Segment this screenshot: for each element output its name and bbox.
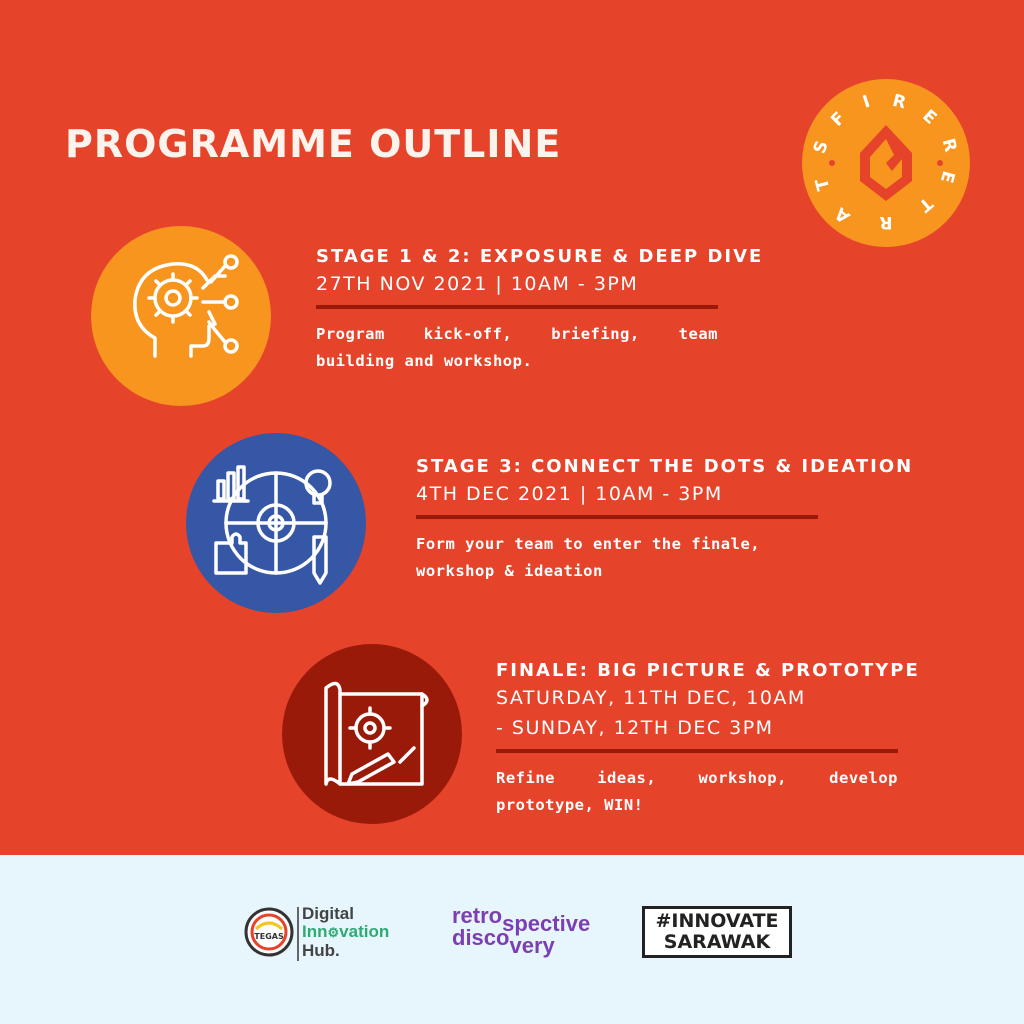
stage-description: Form your team to enter the finale, workshop & ideation <box>416 535 761 580</box>
fire-starter-badge <box>802 79 970 247</box>
digital-innovation-hub-logo <box>244 905 412 963</box>
ai-head-gear-icon <box>91 226 271 406</box>
stage-1 <box>316 246 764 375</box>
page-title: PROGRAMME OUTLINE <box>65 122 562 166</box>
stage-2 <box>416 456 962 585</box>
innovate-line2: SARAWAK <box>663 931 771 953</box>
logo-divider <box>297 907 299 961</box>
stage-date: SATURDAY, 11TH DEC, 10AM <box>496 687 806 709</box>
stage-title: STAGE 1 & 2: EXPOSURE & DEEP DIVE <box>316 246 764 267</box>
dih-line2-a: Inn <box>302 922 328 941</box>
badge-letter: A <box>831 202 855 227</box>
stage-description: Program kick-off, briefing, team building and workshop. <box>316 325 718 370</box>
dih-wordmark: Digital Inn⚙vation Hub. <box>302 904 390 960</box>
stage-date: 27TH NOV 2021 | 10AM - 3PM <box>316 273 639 295</box>
innovate-line1: #INNOVATE <box>655 910 779 932</box>
badge-letter: S <box>809 138 833 157</box>
divider <box>416 515 818 519</box>
badge-letter: I <box>860 91 873 113</box>
stage-title: STAGE 3: CONNECT THE DOTS & IDEATION <box>416 456 914 477</box>
badge-letter: F <box>827 108 850 131</box>
stage1-icon-circle <box>91 226 271 406</box>
stage-description: Refine ideas, workshop, develop prototype, WIN! <box>496 769 898 814</box>
blueprint-icon <box>282 644 462 824</box>
retro-part2: spective <box>502 911 591 936</box>
divider <box>496 749 898 753</box>
tegas-seal-icon <box>244 907 294 957</box>
badge-letter: R <box>879 212 893 232</box>
retro-part1: retro <box>452 903 503 928</box>
badge-letter: T <box>812 176 835 193</box>
badge-letter: E <box>918 105 941 129</box>
ideation-gear-icon <box>186 433 366 613</box>
dih-line1: Digital <box>302 904 354 923</box>
badge-letter: R <box>937 136 961 155</box>
stage2-icon-circle <box>186 433 366 613</box>
stage3-icon-circle <box>282 644 462 824</box>
badge-letter: E <box>935 168 959 185</box>
stage-date-line2: - SUNDAY, 12TH DEC 3PM <box>496 717 774 739</box>
dih-line3: Hub. <box>302 941 340 960</box>
innovate-sarawak-logo <box>642 906 792 958</box>
stage-title: FINALE: BIG PICTURE & PROTOTYPE <box>496 660 920 681</box>
badge-letter: T <box>914 192 937 216</box>
seal-text: TEGAS <box>254 932 284 941</box>
retro-part4: very <box>509 933 555 958</box>
badge-letter: R <box>890 90 908 114</box>
retro-part3: disco <box>452 925 510 950</box>
dih-line2-b: vation <box>339 922 390 941</box>
stage-3 <box>496 660 920 819</box>
divider <box>316 305 718 309</box>
stage-date: 4TH DEC 2021 | 10AM - 3PM <box>416 483 723 505</box>
